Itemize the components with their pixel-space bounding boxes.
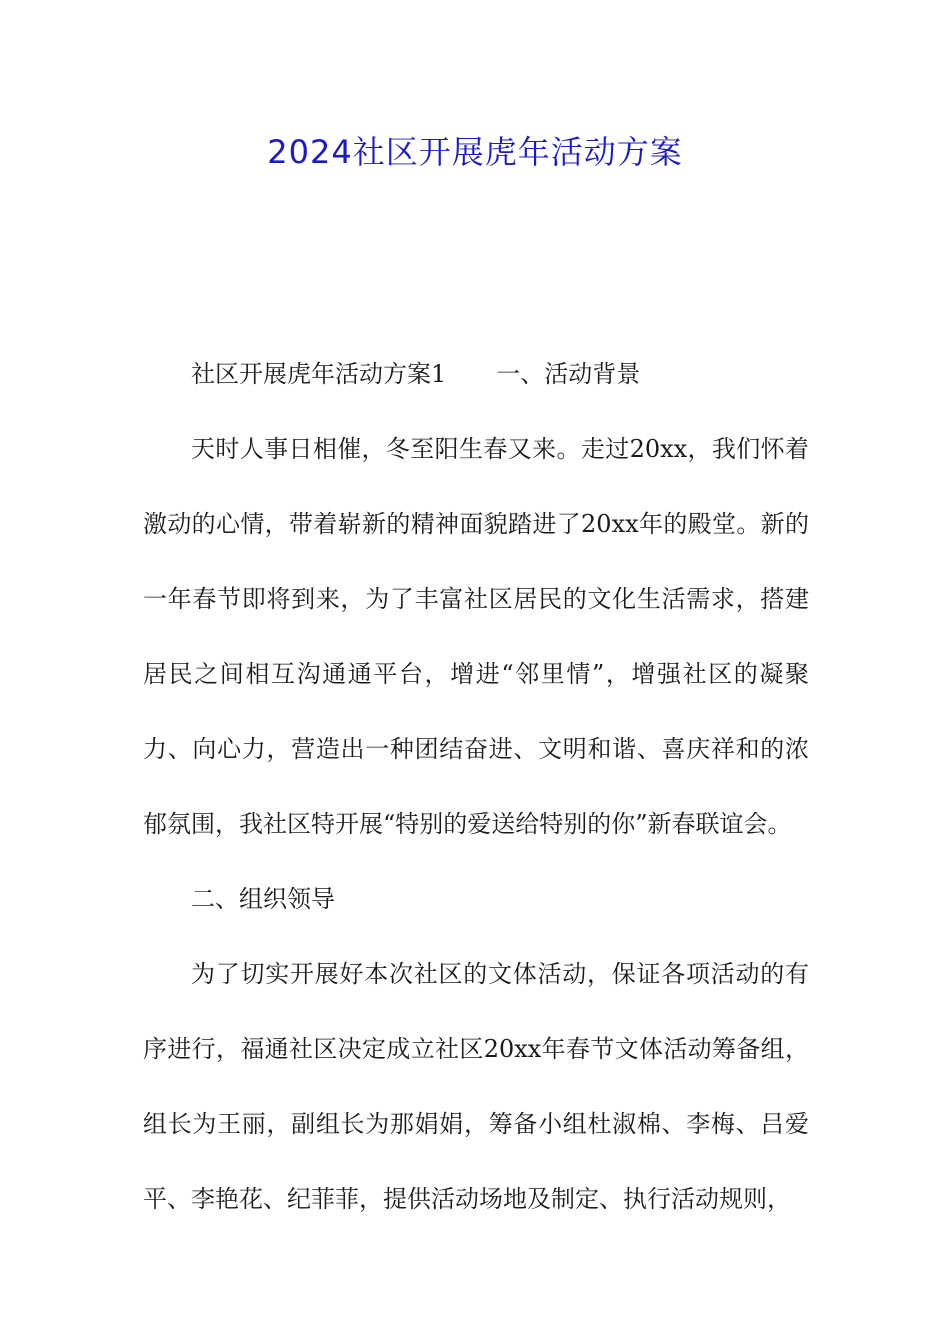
- section-heading-organization: 二、组织领导: [191, 885, 335, 913]
- paragraph-organization: 为了切实开展好本次社区的文体活动，保证各项活动的有序进行，福通社区决定成立社区20xx年春节文体活动筹备组，组长为王丽，副组长为那娟娟，筹备小组杜淑棉、李梅、吕爱平、李艳花、纪菲菲，提供活动场地及制定、执行活动规则，: [143, 960, 809, 1213]
- paragraph-background: 天时人事日相催，冬至阳生春又来。走过20xx，我们怀着激动的心情，带着崭新的精神面貌踏进了20xx年的殿堂。新的一年春节即将到来，为了丰富社区居民的文化生活需求，搭建居民之间相互沟通通平台，增进“邻里情”，增强社区的凝聚力、向心力，营造出一种团结奋进、文明和谐、喜庆祥和的浓郁氛围，我社区特开展“特别的爱送给特别的你”新春联谊会。: [143, 435, 809, 838]
- section-heading-background: 一、活动背景: [496, 360, 641, 388]
- intro-line: [143, 337, 809, 412]
- document-body: [143, 337, 809, 1237]
- document-title: 2024社区开展虎年活动方案: [267, 133, 683, 171]
- plan-label: 社区开展虎年活动方案1: [191, 360, 447, 388]
